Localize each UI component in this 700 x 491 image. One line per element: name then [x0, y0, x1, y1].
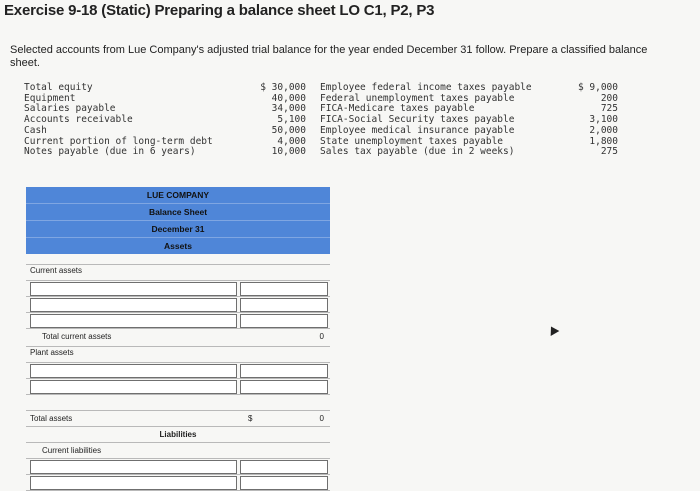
account-value: 10,000 [271, 146, 306, 158]
current-liabilities-row [26, 443, 330, 459]
account-select[interactable] [30, 314, 237, 328]
assets-heading: Assets [164, 241, 192, 251]
account-value: 725 [600, 103, 618, 115]
current-liabilities-label: Current liabilities [42, 446, 102, 455]
total-assets-currency: $ [248, 414, 253, 423]
liabilities-heading: Liabilities [159, 430, 197, 439]
account-select[interactable] [30, 460, 237, 474]
amount-input[interactable] [240, 476, 328, 490]
account-name: State unemployment taxes payable [320, 135, 504, 147]
account-name: Total equity [24, 82, 93, 93]
account-name: Equipment [24, 92, 76, 104]
total-current-assets-label: Total current assets [42, 332, 112, 341]
account-name: Employee federal income taxes payable [320, 82, 532, 93]
account-value: 5,100 [277, 114, 306, 126]
company-name: LUE COMPANY [26, 187, 330, 204]
amount-input[interactable] [240, 380, 328, 394]
amount-input[interactable] [240, 314, 328, 328]
account-value: 34,000 [271, 103, 306, 115]
mouse-pointer-icon [547, 324, 560, 336]
account-value: 3,100 [589, 114, 618, 126]
account-value: 40,000 [271, 92, 306, 104]
account-name: Sales tax payable (due in 2 weeks) [320, 146, 515, 158]
account-name: Accounts receivable [24, 114, 133, 126]
account-select[interactable] [30, 380, 237, 394]
account-name: Employee medical insurance payable [320, 124, 515, 136]
amount-input[interactable] [240, 298, 328, 312]
account-value: $ 9,000 [577, 82, 618, 93]
account-name: Cash [24, 124, 47, 136]
account-name: Notes payable (due in 6 years) [24, 146, 196, 158]
left-account-names [24, 83, 213, 158]
account-value: 1,800 [589, 135, 618, 147]
account-value: 275 [600, 146, 618, 158]
spacer-row [26, 254, 330, 265]
balance-sheet-form [26, 187, 330, 491]
account-select[interactable] [30, 282, 237, 296]
account-name: FICA-Social Security taxes payable [320, 114, 515, 126]
left-account-values [246, 83, 306, 158]
account-value: $ 30,000 [260, 82, 306, 93]
account-name: Salaries payable [24, 103, 116, 115]
liabilities-heading-row [26, 427, 330, 443]
account-name: Federal unemployment taxes payable [320, 92, 515, 104]
account-name: FICA-Medicare taxes payable [320, 103, 475, 115]
account-value: 200 [600, 92, 618, 104]
instructions-text: Selected accounts from Lue Company's adjusted trial balance for the year ended December 31 follow. Prepare a classified balance sheet. [10, 44, 648, 69]
statement-date: December 31 [26, 221, 330, 238]
right-account-values [566, 83, 618, 158]
account-value: 50,000 [271, 124, 306, 136]
exercise-title: Exercise 9-18 (Static) Preparing a balance sheet LO C1, P2, P3 [4, 2, 435, 19]
current-liability-entry-row [26, 459, 330, 475]
current-asset-entry-row [26, 281, 330, 297]
account-select[interactable] [30, 364, 237, 378]
account-name: Current portion of long-term debt [24, 135, 213, 147]
plant-assets-row [26, 347, 330, 363]
total-current-assets-value: 0 [319, 332, 324, 341]
right-account-names [320, 83, 532, 158]
account-value: 4,000 [277, 135, 306, 147]
total-current-assets-row [26, 329, 330, 347]
current-asset-entry-row [26, 297, 330, 313]
account-select[interactable] [30, 476, 237, 490]
blank-row [26, 395, 330, 411]
plant-asset-entry-row [26, 363, 330, 379]
amount-input[interactable] [240, 364, 328, 378]
account-select[interactable] [30, 298, 237, 312]
total-assets-row [26, 411, 330, 427]
current-asset-entry-row [26, 313, 330, 329]
current-liability-entry-row [26, 475, 330, 491]
account-value: 2,000 [589, 124, 618, 136]
current-assets-row [26, 265, 330, 281]
sheet-header [26, 187, 330, 254]
statement-name: Balance Sheet [26, 204, 330, 221]
current-assets-label: Current assets [30, 266, 83, 275]
plant-assets-label: Plant assets [30, 348, 74, 357]
plant-asset-entry-row [26, 379, 330, 395]
total-assets-label: Total assets [30, 414, 73, 423]
amount-input[interactable] [240, 460, 328, 474]
total-assets-value: 0 [319, 414, 324, 423]
amount-input[interactable] [240, 282, 328, 296]
